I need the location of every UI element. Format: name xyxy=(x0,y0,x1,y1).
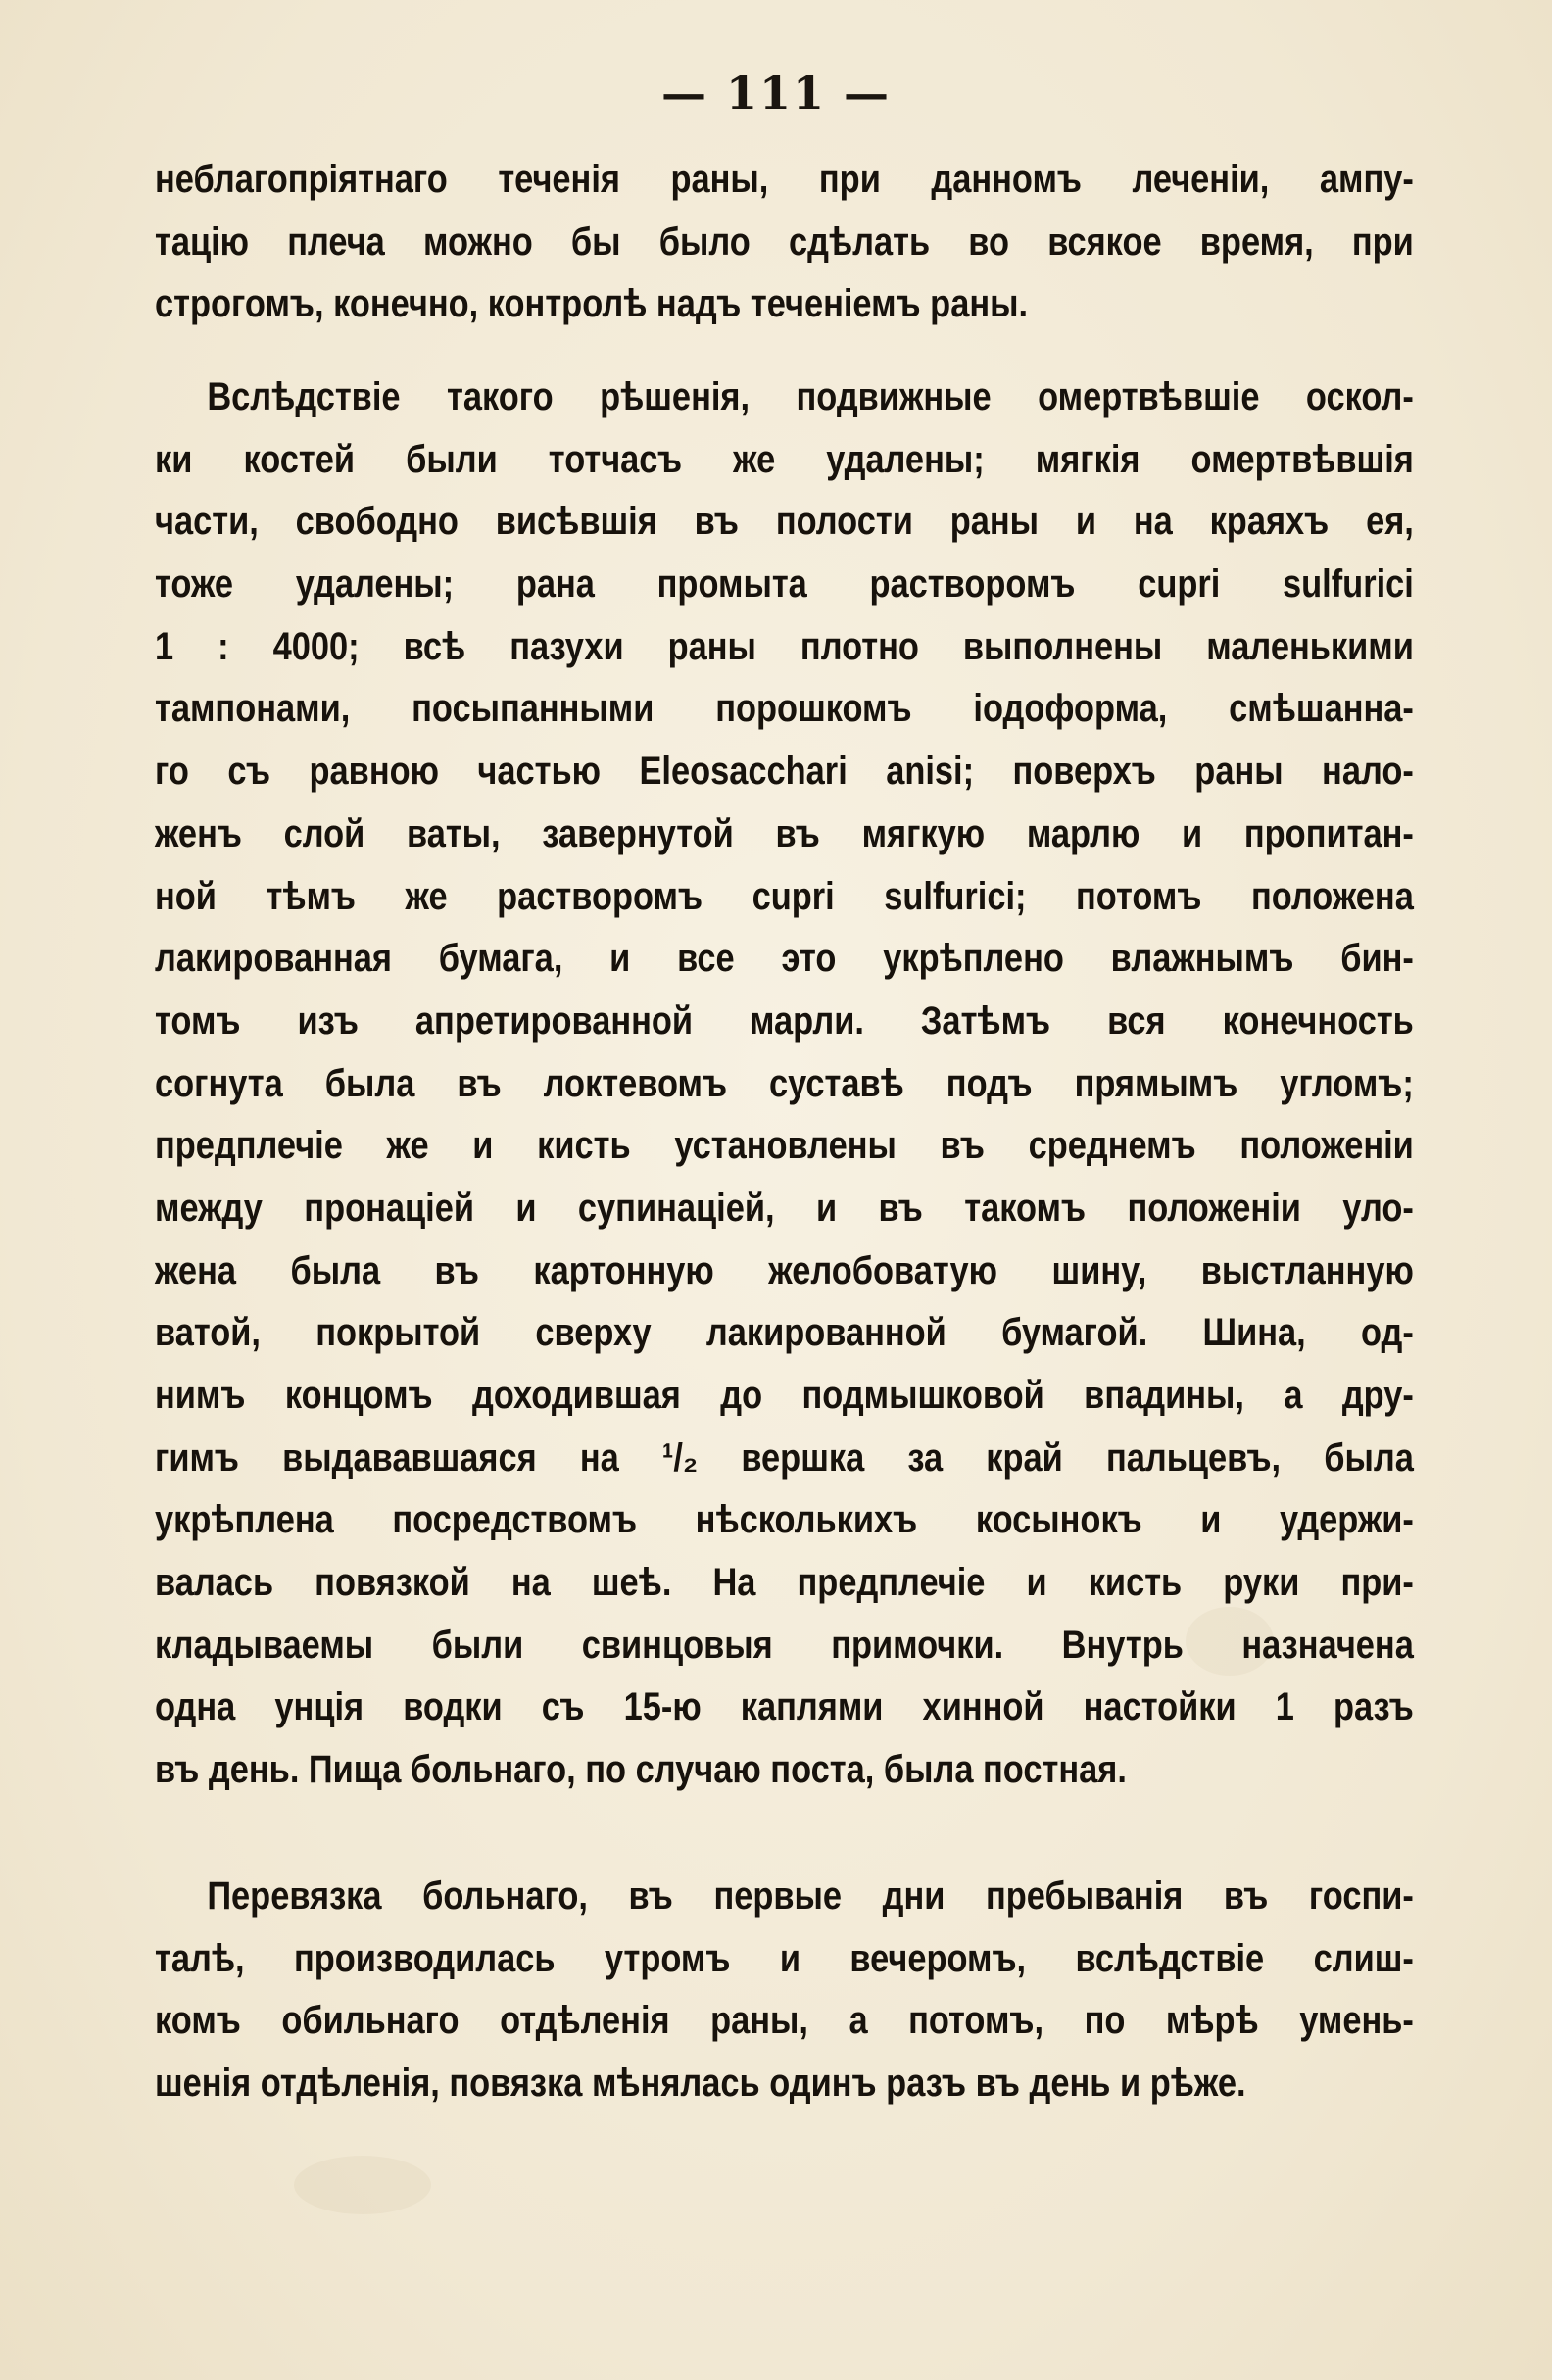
paragraph-1 xyxy=(155,149,1414,336)
text-line: предплечіе же и кисть установлены въ среднемъ положеніи xyxy=(155,1124,1414,1168)
text-line: строгомъ, конечно, контролѣ надъ теченіемъ раны. xyxy=(155,282,1029,326)
text-line: го съ равною частью Eleosacchari anisi; поверхъ раны нало- xyxy=(155,750,1414,794)
text-line: неблагопріятнаго теченія раны, при данномъ леченіи, ампу- xyxy=(155,158,1414,201)
text-line: нимъ концомъ доходившая до подмышковой впадины, а дру- xyxy=(155,1374,1414,1417)
text-line: гимъ выдававшаяся на ¹/₂ вершка за край пальцевъ, была xyxy=(155,1435,1414,1480)
text-line: Перевязка больнаго, въ первые дни пребыванія въ госпи- xyxy=(207,1874,1414,1918)
text-line: шенія отдѣленія, повязка мѣнялась одинъ разъ въ день и рѣже. xyxy=(155,2062,1246,2106)
paper-stain xyxy=(294,2156,431,2214)
text-line: лакированная бумага, и все это укрѣплено влажнымъ бин- xyxy=(155,937,1414,981)
page-number: — 111 — xyxy=(660,67,892,120)
text-line: женъ слой ваты, завернутой въ мягкую марлю и пропитан- xyxy=(155,811,1414,855)
text-line: укрѣплена посредствомъ нѣсколькихъ косынокъ и удержи- xyxy=(155,1498,1414,1542)
text-line: томъ изъ апретированной марли. Затѣмъ вся конечность xyxy=(155,998,1414,1043)
text-line: ки костей были тотчасъ же удалены; мягкія омертвѣвшія xyxy=(155,437,1414,481)
text-line: кладываемы были свинцовыя примочки. Внутрь назначена xyxy=(155,1623,1414,1667)
text-line: между пронаціей и супинаціей, и въ такомъ положеніи уло- xyxy=(155,1186,1414,1230)
text-line: въ день. Пища больнаго, по случаю поста, была постная. xyxy=(155,1748,1127,1792)
text-line: Вслѣдствіе такого рѣшенія, подвижные омертвѣвшіе оскол- xyxy=(207,375,1414,418)
text-line: 1 : 4000; всѣ пазухи раны плотно выполнены маленькими xyxy=(155,624,1414,668)
paragraph-2 xyxy=(155,366,1414,1802)
text-line: тампонами, посыпанными порошкомъ іодоформа, смѣшанна- xyxy=(155,687,1414,731)
text-line: согнута была въ локтевомъ суставѣ подъ прямымъ угломъ; xyxy=(155,1061,1414,1105)
text-line: тоже удалены; рана промыта растворомъ cupri sulfurici xyxy=(155,562,1414,607)
text-line: тацію плеча можно бы было сдѣлать во всякое время, при xyxy=(155,219,1414,264)
text-line: талѣ, производилась утромъ и вечеромъ, вслѣдствіе слиш- xyxy=(155,1936,1414,1980)
text-line: жена была въ картонную желобоватую шину, выстланную xyxy=(155,1248,1414,1292)
text-line: одна унція водки съ 15-ю каплями хинной настойки 1 разъ xyxy=(155,1685,1414,1729)
text-line: валась повязкой на шеѣ. На предплечіе и кисть руки при- xyxy=(155,1561,1414,1605)
text-line: ной тѣмъ же растворомъ cupri sulfurici; потомъ положена xyxy=(155,874,1414,918)
paragraph-3 xyxy=(155,1866,1414,2115)
text-line: части, свободно висѣвшія въ полости раны и на краяхъ ея, xyxy=(155,500,1414,544)
text-line: ватой, покрытой сверху лакированной бумагой. Шина, од- xyxy=(155,1311,1414,1355)
text-line: комъ обильнаго отдѣленія раны, а потомъ, по мѣрѣ умень- xyxy=(155,1999,1414,2043)
